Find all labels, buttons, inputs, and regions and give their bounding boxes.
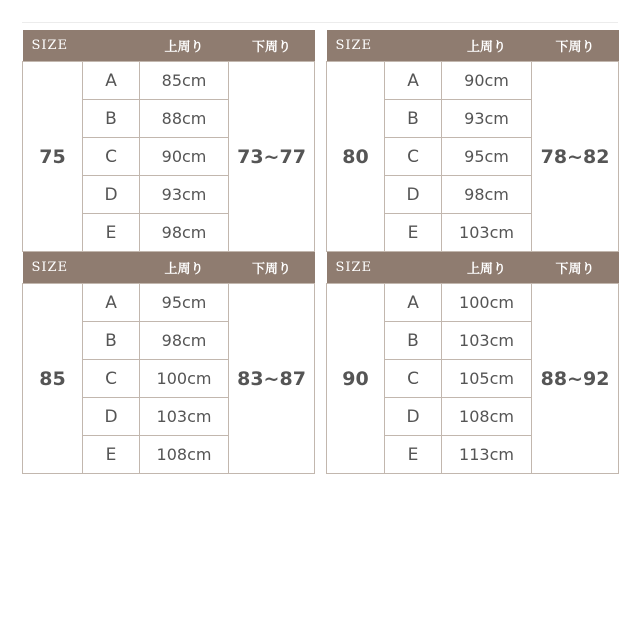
top-bust-header: 上周り [140,252,229,284]
table-row [327,62,619,100]
size-header: SIZE [23,252,140,284]
cup-size: E [385,436,442,474]
band-size: 90 [327,284,385,474]
cup-size: B [385,100,442,138]
cup-size: D [385,176,442,214]
table-row [23,62,315,100]
top-bust-value: 95cm [442,138,532,176]
top-bust-value: 108cm [140,436,229,474]
under-bust-range: 88~92 [532,284,619,474]
top-bust-value: 85cm [140,62,229,100]
cup-size: A [385,284,442,322]
under-bust-header: 下周り [229,30,315,62]
top-bust-value: 103cm [140,398,229,436]
cup-size: D [385,398,442,436]
cup-size: C [385,138,442,176]
top-bust-header: 上周り [140,30,229,62]
table-header-row [23,252,315,284]
cup-size: E [83,436,140,474]
cup-size: C [385,360,442,398]
band-size: 85 [23,284,83,474]
size-header: SIZE [327,30,442,62]
cup-size: E [83,214,140,252]
table-header-row [327,30,619,62]
top-bust-value: 100cm [140,360,229,398]
under-bust-range: 73~77 [229,62,315,252]
top-bust-value: 90cm [442,62,532,100]
under-bust-header: 下周り [229,252,315,284]
top-bust-value: 93cm [140,176,229,214]
cup-size: C [83,360,140,398]
table-row [327,284,619,322]
under-bust-range: 78~82 [532,62,619,252]
top-bust-value: 98cm [442,176,532,214]
top-bust-value: 113cm [442,436,532,474]
top-bust-value: 100cm [442,284,532,322]
cup-size: B [385,322,442,360]
size-table-85 [22,252,315,474]
band-size: 75 [23,62,83,252]
cup-size: A [385,62,442,100]
cup-size: A [83,62,140,100]
top-bust-value: 88cm [140,100,229,138]
top-bust-value: 90cm [140,138,229,176]
under-bust-header: 下周り [532,30,619,62]
cup-size: C [83,138,140,176]
top-bust-value: 103cm [442,322,532,360]
top-bust-value: 93cm [442,100,532,138]
cup-size: E [385,214,442,252]
top-bust-value: 103cm [442,214,532,252]
top-bust-value: 108cm [442,398,532,436]
table-row [23,284,315,322]
cup-size: D [83,398,140,436]
under-bust-header: 下周り [532,252,619,284]
size-table-90 [326,252,619,474]
top-bust-value: 95cm [140,284,229,322]
cup-size: A [83,284,140,322]
size-header: SIZE [327,252,442,284]
under-bust-range: 83~87 [229,284,315,474]
table-header-row [23,30,315,62]
top-bust-value: 98cm [140,214,229,252]
top-bust-header: 上周り [442,252,532,284]
band-size: 80 [327,62,385,252]
size-table-75 [22,30,315,252]
size-table-80 [326,30,619,252]
size-header: SIZE [23,30,140,62]
table-header-row [327,252,619,284]
top-bust-header: 上周り [442,30,532,62]
cup-size: D [83,176,140,214]
top-bust-value: 105cm [442,360,532,398]
cup-size: B [83,322,140,360]
top-divider [22,22,618,23]
top-bust-value: 98cm [140,322,229,360]
cup-size: B [83,100,140,138]
